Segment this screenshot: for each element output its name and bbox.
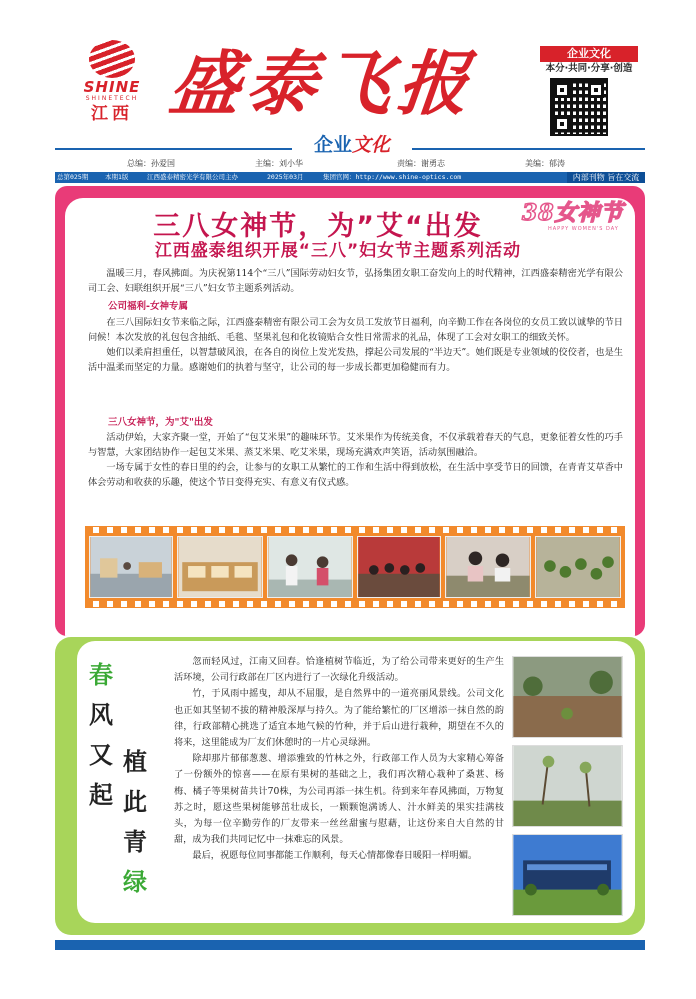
credit-art: 美编：郁涛: [525, 159, 565, 168]
photo-making-aimiguo[interactable]: [445, 536, 531, 598]
issue-date: 2025年03月: [267, 173, 304, 181]
photo-staff-greeting[interactable]: [267, 536, 353, 598]
headline-char-6: 此: [123, 788, 147, 816]
spring-paragraph-3: 除却那片郁郁葱葱、增添雅致的竹林之外，行政部工作人员为大家精心筹备了一份额外的惊喜——在原有果树的基础之上，我们再次精心栽种了桑葚、杨梅、橘子等果树苗共计70株，为公司再添一抹生机。待到来年春风拂面，万物复苏之时，愿这些果树能够茁壮成长，一颗颗饱满诱人、汁水鲜美的果实挂满枝头，为每一位辛勤劳作的厂友带来一丝丝甜蜜与慰藉，让这份来自大自然的甘甜，成为我们共同记忆中一抹难忘的风景。: [174, 753, 504, 846]
feature-welfare-text: [88, 315, 623, 375]
headline-char-3: 又: [89, 741, 113, 769]
feature-heading-ai: 三八女神节，为"艾"出发: [108, 417, 213, 428]
photo-fruit-saplings[interactable]: [512, 745, 623, 827]
staff-credits: [55, 158, 645, 170]
headline-char-2: 风: [89, 701, 113, 729]
headline-char-4: 起: [89, 781, 113, 809]
feature-subtitle: 江西盛泰组织开展“三八”妇女节主题系列活动: [154, 241, 522, 261]
spring-paragraph-1: 忽而轻风过，江南又回春。恰逢植树节临近，为了给公司带来更好的生产生活环境，公司行政部在厂区内进行了一次绿化升级活动。: [174, 656, 504, 684]
headline-char-1: 春: [89, 661, 113, 689]
logo-english-name: SHINE: [83, 78, 141, 96]
page-footer-bar: [55, 940, 645, 950]
photo-green-dumplings[interactable]: [535, 536, 621, 598]
headline-char-8: 绿: [123, 868, 147, 896]
company-logo: [72, 40, 152, 132]
banner-heading: [292, 132, 412, 158]
info-strip: [55, 172, 645, 183]
feature-intro-text: 温暖三月，春风拂面。为庆祝第114个“三八”国际劳动妇女节，弘扬集团女职工奋发向上的时代精神，江西盛泰精密光学有限公司工会、妇联组织开展“三八”妇女节主题系列活动。: [88, 268, 623, 294]
headline-char-5: 植: [123, 748, 147, 776]
feature-paragraph-3: 活动伊始，大家齐聚一堂，开始了“包艾米果”的趣味环节。艾米果作为传统美食，不仅承载着春天的气息，更象征着女性的巧手与智慧，大家团结协作一起包艾米果、蒸艾米果、吃艾米果，现场充满欢声笑语，活动氛围融洽。: [88, 432, 623, 458]
credit-responsible: 责编：谢勇志: [397, 159, 445, 168]
feature-paragraph-1: 在三八国际妇女节来临之际，江西盛泰精密有限公司工会为女员工发放节日福利，向辛勤工作在各岗位的女员工致以诚挚的节日问候！本次发放的礼包包含抽纸、毛毯、坚果礼包和化妆镜贴合女性日常需求的礼品，体现了工会对女职工的细致关怀。: [88, 317, 623, 343]
spring-paragraph-4: 最后，祝愿每位同事都能工作顺利，每天心情都像春日暖阳一样明媚。: [192, 850, 478, 862]
qr-code-icon[interactable]: [550, 78, 608, 136]
photo-hillside-planting[interactable]: [512, 656, 623, 738]
banner-word-b: 文化: [352, 134, 391, 156]
logo-chinese-name: 江西: [91, 104, 133, 124]
feature-ai-text: [88, 430, 623, 490]
host-organization: 江西盛泰精密光学有限公司主办: [147, 173, 238, 181]
photo-filmstrip: [85, 526, 625, 608]
photo-group-event[interactable]: [357, 536, 441, 598]
photo-warehouse-1[interactable]: [89, 536, 173, 598]
feature-intro: [88, 266, 623, 296]
section-slogan: 本分·共同·分享·创造: [545, 63, 633, 74]
headline-char-7: 青: [123, 828, 147, 856]
feature-paragraph-4: 一场专属于女性的春日里的约会，让参与的女职工从繁忙的工作和生活中得到放松，在生活中享受节日的回馈，在青青艾草香中体会劳动和收获的乐趣，使这个节日变得充实、有意义有仪式感。: [88, 462, 623, 488]
internal-publication-note: 内部刊物 旨在交流: [567, 172, 645, 183]
issue-number: 本期1版: [105, 173, 129, 181]
section-tag: 企业文化: [540, 46, 638, 62]
feature-paragraph-2: 她们以柔肩担重任，以智慧破风浪，在各自的岗位上发光发热，撑起公司发展的“半边天”。她们既是专业领域的佼佼者，也是生活中温柔而坚定的力量。感谢她们的执着与坚守，让公司的每一步成长都更加稳健而有力。: [88, 347, 623, 373]
logo-emblem-icon: [89, 40, 135, 78]
tree-planting-article: [174, 654, 504, 865]
spring-paragraph-2: 竹，于风雨中摇曳，却从不屈服，是自然界中的一道亮丽风景线。公司文化也正如其坚韧不拔的精神般深厚与持久。为了能给繁忙的厂区增添一抹自然的韵律，行政部精心挑选了适宜本地气候的竹种，并于后山进行栽种，期望在不久的将来，这里能成为厂友们休憩时的一片心灵绿洲。: [174, 688, 504, 749]
badge-caption: HAPPY WOMEN'S DAY: [548, 226, 619, 232]
group-website-link[interactable]: 集团官网：http://www.shine-optics.com: [323, 173, 462, 181]
newspaper-title: 盛泰飞报: [165, 42, 479, 125]
credit-director: 总编：孙爱国: [127, 159, 175, 168]
feature-heading-welfare: 公司福利-女神专属: [108, 301, 188, 312]
photo-factory-building[interactable]: [512, 834, 623, 916]
credit-editor: 主编：刘小华: [255, 159, 303, 168]
feature-title: 三八女神节，为”艾“出发: [153, 211, 483, 242]
badge-title: 38女神节: [522, 200, 624, 226]
issue-total: 总第025期: [57, 173, 89, 181]
photo-gift-boxes[interactable]: [177, 536, 263, 598]
banner-word-a: 企业: [313, 134, 352, 156]
logo-subtitle: SHINETECH: [85, 95, 139, 102]
